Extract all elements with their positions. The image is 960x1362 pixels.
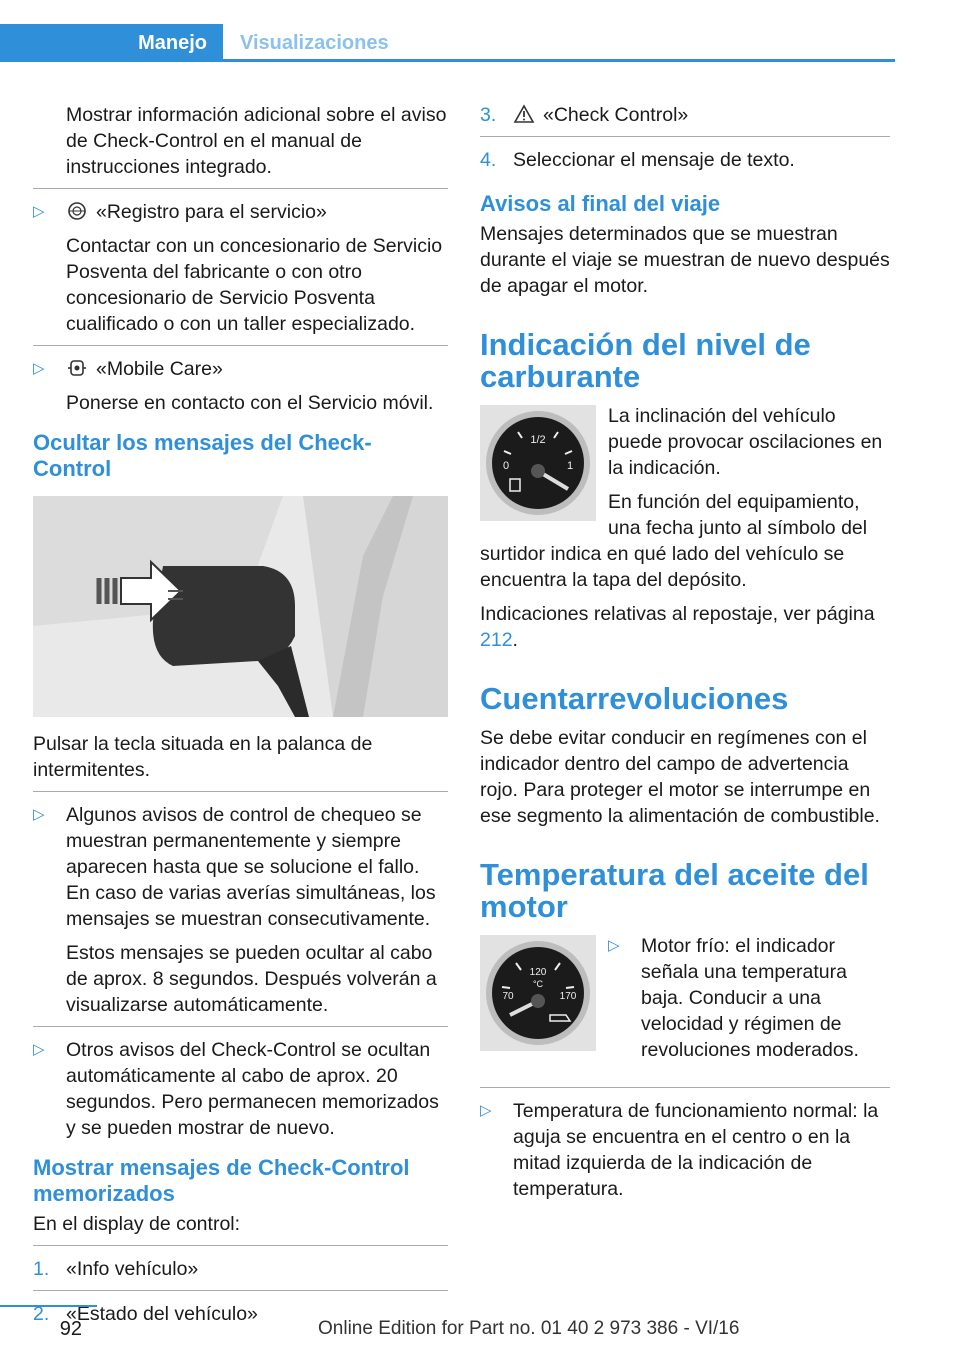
divider [33, 188, 448, 189]
oil-gauge-170-label: 170 [559, 991, 577, 1002]
page-number: 92 [59, 1318, 82, 1340]
bullet-triangle-icon: ▷ [33, 806, 45, 823]
step-text: «Check Control» [543, 104, 689, 126]
warning-triangle-icon [513, 104, 535, 124]
fuel-gauge-image [480, 405, 596, 521]
permanent-messages-text: Algunos avisos de control de chequeo se muestran permanentemente y siempre aparecen hasta que se solucione el fallo. En caso de varias averías simultáneas, los mensajes se muestran consecutivamente. [66, 804, 436, 930]
oil-gauge-120-label: 120 [529, 967, 547, 978]
step-item [480, 147, 890, 173]
oil-temperature-gauge-image [480, 935, 596, 1051]
mobile-care-text: Ponerse en contacto con el Servicio móvil. [66, 392, 434, 414]
refuel-reference-text: Indicaciones relativas al repostaje, ver página 212. [480, 603, 875, 651]
normal-temperature-text: Temperatura de funcionamiento normal: la aguja se encuentra en el centro o en la mitad izquierda de la indicación de temperatura. [513, 1100, 879, 1200]
step-number: 4. [480, 149, 497, 171]
hide-after-8s-text: Estos mensajes se pueden ocultar al cabo de aprox. 8 segundos. Después volverán a visualizarse automáticamente. [66, 942, 437, 1016]
mobile-care-icon [66, 358, 88, 378]
service-register-text: Contactar con un concesionario de Servicio Posventa del fabricante o con otro concesionario de Servicio Posventa cualificado o con un taller especializado. [66, 235, 443, 335]
step-number: 3. [480, 104, 497, 126]
divider [33, 1245, 448, 1246]
bmw-service-icon [66, 201, 88, 221]
footer-rule [0, 1305, 97, 1307]
other-messages-text: Otros avisos del Check-Control se ocultan automáticamente al cabo de aprox. 20 segundos. Pero permanecen memorizados y se pueden mostrar de nuevo. [66, 1039, 439, 1139]
bullet-cold-engine [608, 933, 890, 1071]
tab-manejo[interactable]: Manejo [0, 24, 223, 62]
end-of-trip-text: Mensajes determinados que se muestran durante el viaje se muestran de nuevo después de apagar el motor. [480, 223, 890, 297]
oil-gauge-70-label: 70 [502, 991, 514, 1002]
bullet-normal-temperature [480, 1098, 890, 1202]
page-212-link[interactable]: 212 [480, 629, 513, 651]
mobile-care-title: «Mobile Care» [96, 358, 223, 380]
bullet-triangle-icon: ▷ [33, 203, 45, 220]
fuel-gauge-full-label: 1 [566, 460, 574, 472]
bullet-mobile-care [33, 356, 448, 416]
bullet-triangle-icon: ▷ [33, 1041, 45, 1058]
divider [480, 136, 890, 137]
left-column [33, 102, 448, 1333]
heading-hide-messages: Ocultar los mensajes del Check-Control [33, 430, 372, 481]
fuel-gauge-half-label: 1/2 [530, 434, 546, 446]
divider [33, 791, 448, 792]
tab-visualizaciones[interactable]: Visualizaciones [240, 32, 389, 54]
fuel-gauge-zero-label: 0 [502, 460, 510, 472]
turn-signal-lever-photo [33, 496, 448, 717]
heading-oil-temperature: Temperatura del aceite del motor [480, 857, 869, 924]
divider [33, 1290, 448, 1291]
header-tabbar [0, 24, 895, 62]
divider [33, 345, 448, 346]
bullet-other-messages [33, 1037, 448, 1141]
cold-engine-text: Motor frío: el indicador señala una temperatura baja. Conducir a una velocidad y régimen de revoluciones moderados. [641, 935, 859, 1061]
oil-gauge-unit-label: °C [532, 979, 544, 989]
press-button-text: Pulsar la tecla situada en la palanca de intermitentes. [33, 733, 373, 781]
bullet-service-register [33, 199, 448, 337]
heading-fuel-level: Indicación del nivel de carburante [480, 327, 811, 394]
service-register-title: «Registro para el servicio» [96, 201, 327, 223]
fuel-inclination-text: La inclinación del vehículo puede provocar oscilaciones en la indicación. [608, 405, 883, 479]
tachometer-text: Se debe evitar conducir en regímenes con el indicador dentro del campo de advertencia rojo. Para proteger el motor se interrumpe en ese segmento la alimentación de combustible. [480, 727, 880, 827]
step-item [33, 1256, 448, 1282]
bullet-permanent-messages [33, 802, 448, 1018]
fuel-pump-side-text: En función del equipamiento, una fecha junto al símbolo del surtidor indica en qué lado del vehículo se encuentra la tapa del depósito. [480, 491, 868, 591]
heading-show-stored: Mostrar mensajes de Check-Control memorizados [33, 1155, 410, 1206]
check-control-info-text: Mostrar información adicional sobre el aviso de Check-Control en el manual de instrucciones integrado. [66, 104, 447, 178]
divider [33, 1026, 448, 1027]
display-intro-text: En el display de control: [33, 1213, 241, 1235]
heading-end-of-trip: Avisos al final del viaje [480, 191, 721, 216]
heading-tachometer: Cuentarrevoluciones [480, 681, 789, 716]
right-column [480, 102, 890, 1210]
step-text: Seleccionar el mensaje de texto. [513, 149, 795, 171]
step-text: «Info vehículo» [66, 1258, 199, 1280]
online-edition-text: Online Edition for Part no. 01 40 2 973 386 - VI/16 [318, 1318, 740, 1339]
step-number: 2. [33, 1303, 50, 1325]
bullet-triangle-icon: ▷ [608, 937, 620, 954]
bullet-triangle-icon: ▷ [480, 1102, 492, 1119]
step-number: 1. [33, 1258, 50, 1280]
divider [480, 1087, 890, 1088]
step-text: «Estado del vehículo» [66, 1303, 258, 1325]
step-item [480, 102, 890, 128]
bullet-triangle-icon: ▷ [33, 360, 45, 377]
